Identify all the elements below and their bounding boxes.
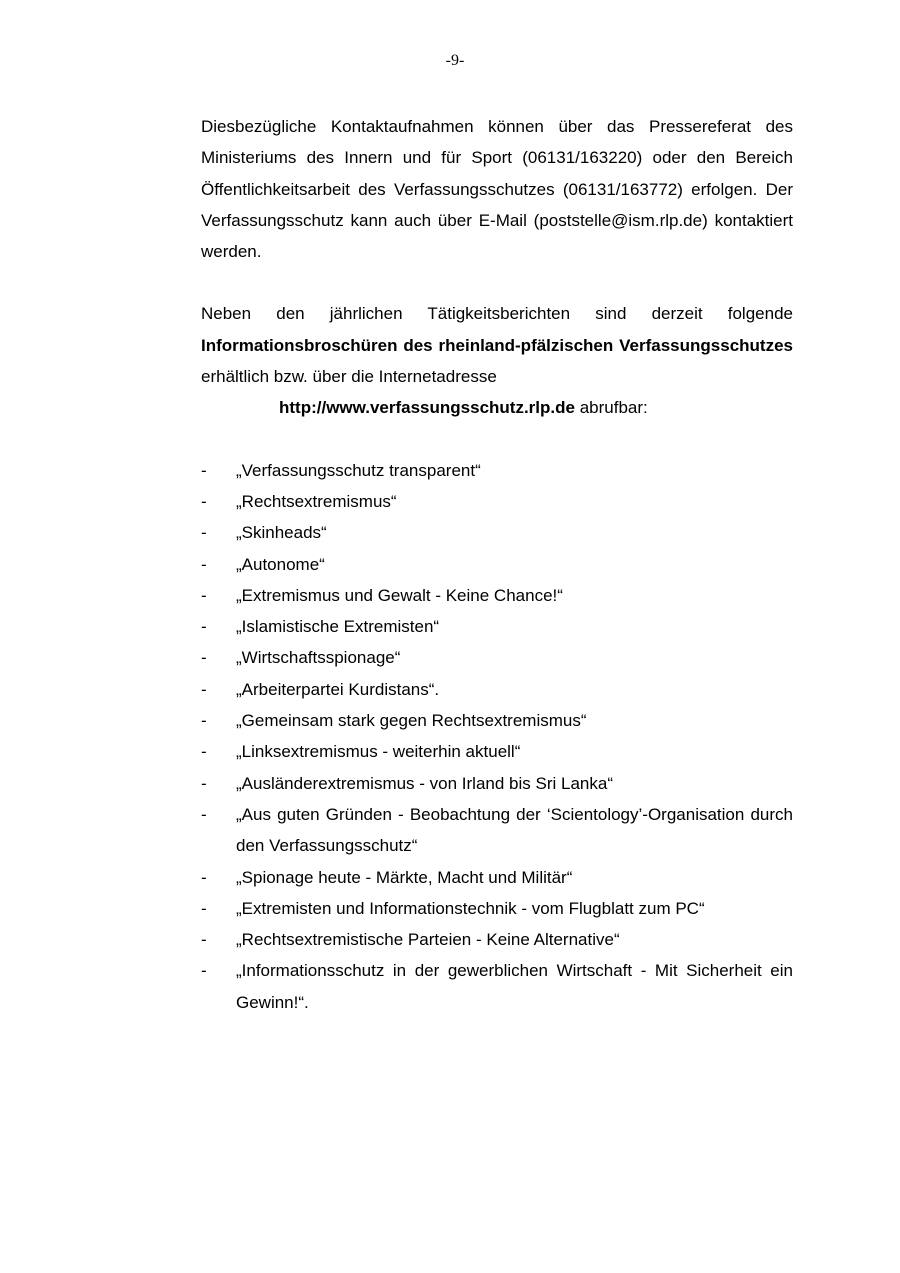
list-bullet: -: [201, 554, 207, 574]
list-item: [201, 674, 793, 705]
list-item-text: „Wirtschaftsspionage“: [236, 648, 401, 668]
list-item-text: „Extremisten und Informationstechnik - vom Flugblatt zum PC“: [236, 898, 705, 918]
list-bullet: -: [201, 711, 207, 731]
list-bullet: -: [201, 585, 207, 605]
list-bullet: -: [201, 930, 207, 950]
list-item: [201, 486, 793, 517]
list-item: [201, 893, 793, 924]
list-item-text: „Gemeinsam stark gegen Rechtsextremismus“: [236, 711, 587, 731]
brochure-list: [201, 455, 793, 1018]
list-item: [201, 799, 793, 862]
list-item: [201, 736, 793, 767]
list-item-text: „Informationsschutz in der gewerblichen Wirtschaft - Mit Sicherheit ein Gewinn!“.: [236, 961, 793, 1012]
list-bullet: -: [201, 648, 207, 668]
document-body: [201, 111, 793, 1018]
list-item-text: „Spionage heute - Märkte, Macht und Militär“: [236, 867, 573, 887]
list-item: [201, 642, 793, 673]
list-item: [201, 768, 793, 799]
list-item-text: „Autonome“: [236, 554, 325, 574]
list-bullet: -: [201, 679, 207, 699]
page-number: -9-: [445, 52, 465, 69]
list-item: [201, 924, 793, 955]
list-bullet: -: [201, 804, 207, 824]
url-suffix: abrufbar:: [574, 398, 648, 418]
list-item-text: „Arbeiterpartei Kurdistans“.: [236, 679, 440, 699]
list-item-text: „Linksextremismus - weiterhin aktuell“: [236, 742, 521, 762]
website-url: http://www.verfassungsschutz.rlp.de: [279, 398, 575, 418]
intro-text-after: erhältlich bzw. über die Internetadresse: [201, 367, 497, 387]
list-bullet: -: [201, 961, 207, 981]
list-item-text: „Verfassungsschutz transparent“: [236, 460, 481, 480]
intro-paragraph: [201, 298, 793, 392]
list-item-text: „Ausländerextremismus - von Irland bis Sri Lanka“: [236, 773, 613, 793]
list-bullet: -: [201, 898, 207, 918]
list-item: [201, 455, 793, 486]
list-bullet: -: [201, 773, 207, 793]
list-bullet: -: [201, 460, 207, 480]
list-item-text: „Islamistische Extremisten“: [236, 617, 440, 637]
contact-paragraph: Diesbezügliche Kontaktaufnahmen können über das Pressereferat des Ministeriums des Innern und für Sport (06131/163220) oder den Bereich Öffentlichkeitsarbeit des Verfassungsschutzes (06131/163772) erfolgen. Der Verfassungsschutz kann auch über E-Mail (poststelle@ism.rlp.de) kontaktiert werden.: [201, 117, 793, 262]
list-item: [201, 517, 793, 548]
list-bullet: -: [201, 742, 207, 762]
list-item-text: „Aus guten Gründen - Beobachtung der ‘Scientology’-Organisation durch den Verfassungsschutz“: [236, 804, 793, 856]
url-line: [201, 392, 793, 423]
intro-bold-text: Informationsbroschüren des rheinland-pfälzischen Verfassungsschutzes: [201, 335, 793, 355]
list-bullet: -: [201, 867, 207, 887]
list-bullet: -: [201, 617, 207, 637]
list-item: [201, 705, 793, 736]
list-bullet: -: [201, 491, 207, 511]
list-item-text: „Rechtsextremistische Parteien - Keine Alternative“: [236, 930, 620, 950]
list-item-text: „Rechtsextremismus“: [236, 491, 397, 511]
list-bullet: -: [201, 523, 207, 543]
intro-text-before: Neben den jährlichen Tätigkeitsberichten sind derzeit folgende: [201, 304, 793, 324]
list-item-text: „Extremismus und Gewalt - Keine Chance!“: [236, 585, 563, 605]
list-item: [201, 549, 793, 580]
list-item: [201, 580, 793, 611]
list-item: [201, 862, 793, 893]
list-item: [201, 611, 793, 642]
list-item-text: „Skinheads“: [236, 523, 327, 543]
list-item: [201, 955, 793, 1018]
